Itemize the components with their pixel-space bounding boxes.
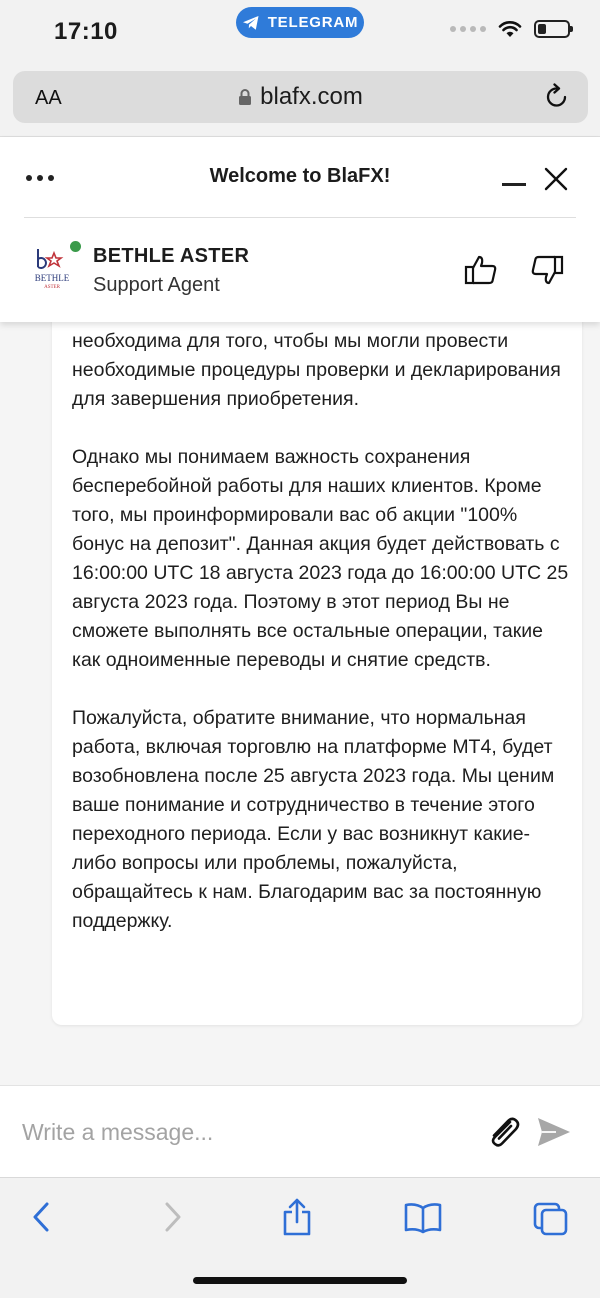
reload-button[interactable]	[544, 83, 570, 116]
chat-title: Welcome to BlaFX!	[209, 165, 391, 187]
message-paragraph: необходима для того, чтобы мы могли провести необходимые процедуры проверки и декларирования для завершения приобретения.	[72, 330, 561, 410]
url-text: blafx.com	[260, 83, 363, 110]
send-icon	[536, 1116, 572, 1148]
thumbs-up-button[interactable]	[464, 254, 498, 291]
battery-icon	[534, 20, 570, 38]
signal-icon	[450, 26, 486, 32]
browser-toolbar	[0, 1177, 600, 1298]
book-icon	[404, 1202, 442, 1234]
back-button[interactable]	[30, 1200, 54, 1239]
message-composer	[0, 1085, 600, 1177]
message-list[interactable]	[0, 322, 600, 1084]
agent-message-bubble	[52, 322, 582, 1025]
thumbs-up-icon	[464, 254, 498, 286]
status-indicators	[450, 20, 570, 38]
header-divider	[24, 217, 576, 218]
online-status-dot	[70, 241, 81, 252]
bookmarks-button[interactable]	[404, 1202, 442, 1239]
wifi-icon	[498, 20, 522, 38]
agent-name: BETHLE ASTER	[93, 245, 250, 267]
chevron-right-icon	[160, 1200, 184, 1234]
address-bar[interactable]	[13, 71, 588, 123]
back-app-label: TELEGRAM	[267, 14, 359, 31]
chevron-left-icon	[30, 1200, 54, 1234]
agent-role: Support Agent	[93, 274, 220, 296]
close-button[interactable]	[544, 167, 568, 196]
text-size-label: AA	[35, 87, 62, 109]
thumbs-down-button[interactable]	[530, 254, 564, 291]
chat-widget	[0, 136, 600, 1176]
message-input[interactable]	[22, 1114, 462, 1150]
avatar-text: BETHLE	[34, 273, 70, 283]
message-text	[72, 327, 572, 965]
thumbs-down-icon	[530, 254, 564, 286]
message-paragraph: Однако мы понимаем важность сохранения бесперебойной работы для наших клиентов. Кроме того, мы проинформировали вас об акции "100% бонус на депозит". Данная акция будет действовать с 16:00:00 UTC 18 августа 2023 года до 16:00:00 UTC 25 августа 2023 года. Поэтому в этот период Вы не сможете выполнять все остальные операции, такие как одноименные переводы и снятие средств.	[72, 446, 569, 671]
url-field[interactable]	[13, 83, 588, 111]
avatar	[30, 243, 74, 293]
avatar-subtext: ASTER	[44, 285, 60, 290]
paperclip-icon	[486, 1116, 522, 1148]
status-time: 17:10	[54, 18, 118, 45]
home-indicator[interactable]	[193, 1277, 407, 1284]
telegram-icon	[242, 15, 260, 31]
company-logo-icon	[30, 243, 74, 293]
chat-header	[0, 137, 600, 322]
reload-icon	[544, 83, 570, 111]
close-icon	[544, 167, 568, 191]
share-button[interactable]	[282, 1198, 312, 1241]
status-bar	[0, 0, 600, 62]
forward-button[interactable]	[160, 1200, 184, 1239]
back-to-telegram-button[interactable]	[236, 7, 364, 38]
tabs-button[interactable]	[533, 1202, 569, 1241]
share-icon	[282, 1198, 312, 1236]
message-paragraph: Пожалуйста, обратите внимание, что нормальная работа, включая торговлю на платформе МТ4, будет возобновлена после 25 августа 2023 года. Мы ценим ваше понимание и сотрудничество в течение этого переходного периода. Если у вас возникнут какие-либо вопросы или проблемы, пожалуйста, обращайтесь к нам. Благодарим вас за постоянную поддержку.	[72, 707, 555, 932]
minimize-button[interactable]	[502, 183, 526, 186]
send-button[interactable]	[536, 1116, 572, 1153]
attach-button[interactable]	[486, 1116, 522, 1153]
tabs-icon	[533, 1202, 569, 1236]
lock-icon	[238, 88, 252, 106]
